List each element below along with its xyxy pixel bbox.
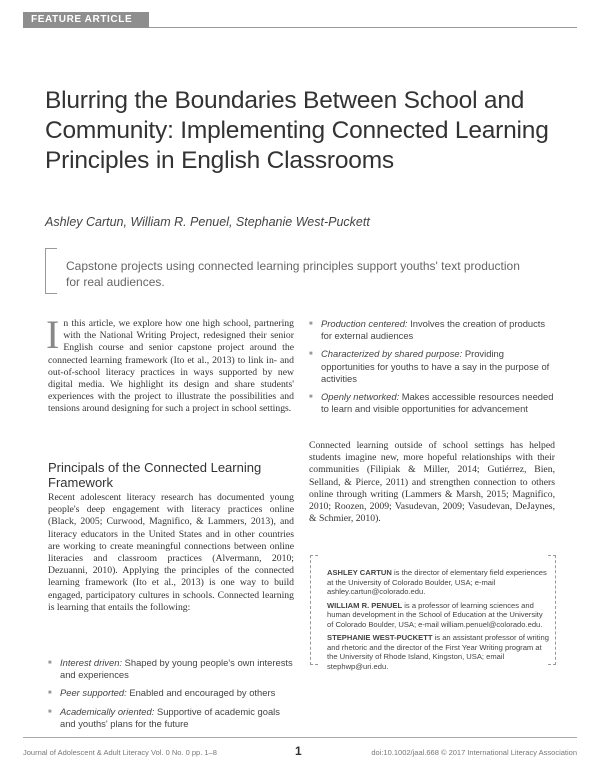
footer-rule (23, 737, 577, 738)
intro-text: n this article, we explore how one high school, partnering with the National Writing Project, redesigned their senior English course and senior capstone project around the connected learning framework (Ito et al., 2013) to link in- and out-of-school literacy practices in ways supported by new digital media. We highlight its design and share students' experiences with the project to illustrate the possibilities and tensions around designing for such a project in school settings. (48, 318, 294, 415)
footer-journal: Journal of Adolescent & Adult Literacy Vol. 0 No. 0 pp. 1–8 (23, 748, 217, 757)
section-body: Recent adolescent literacy research has documented young people's deep engagement with literacy practices online (Black, 2005; Curwood, Magnifico, & Lammers, 2013), and literacy educators in the United States and in other countries are working to create meaningful connections between online literacies and classroom practices (Alvermann, 2010; Dezuanni, 2010). Applying the principles of the connected learning framework (Ito et al., 2013) is one way to build engaged, participatory cultures in schools. Connected learning is learning that entails the following: (48, 492, 294, 613)
bullet-term: Characterized by shared purpose: (321, 348, 463, 360)
bio-bracket-left (310, 555, 318, 665)
intro-column (46, 312, 294, 416)
list-item (48, 687, 294, 699)
pull-quote-text: Capstone projects using connected learning principles support youths' text production for real audiences. (66, 259, 520, 289)
list-item (309, 391, 555, 415)
author-bio (327, 633, 549, 671)
section-heading: Principals of the Connected Learning Framework (48, 460, 262, 490)
header-rule (149, 27, 577, 28)
list-item (309, 348, 555, 385)
author-name: ASHLEY CARTUN (327, 568, 392, 577)
author-bio-text: is an assistant professor of writing and rhetoric and the director of the First Year Writing program at the University of Rhode Island, Kingston, USA; email stephwp@uri.edu. (327, 633, 549, 671)
section-tag: FEATURE ARTICLE (23, 12, 149, 28)
bullet-term: Openly networked: (321, 391, 400, 403)
bullet-term: Academically oriented: (60, 705, 155, 717)
bullet-term: Peer supported: (60, 687, 127, 699)
author-bio (327, 568, 549, 597)
pull-quote-bracket (45, 248, 57, 294)
footer-doi: doi:10.1002/jaal.668 © 2017 International Literacy Association (371, 748, 577, 757)
bullet-desc: Makes accessible resources needed to learn and visible opportunities for advancement (321, 391, 554, 415)
pull-quote (45, 248, 545, 296)
bullet-list-right (309, 318, 555, 421)
intro-paragraph (46, 312, 294, 416)
page-footer (23, 746, 577, 760)
bullet-term: Interest driven: (60, 657, 123, 668)
bullet-term: Production centered: (321, 318, 408, 329)
page-number: 1 (295, 744, 302, 758)
article-title: Blurring the Boundaries Between School and Community: Implementing Connected Learning Principles in English Classrooms (45, 87, 549, 174)
list-item (309, 318, 555, 342)
author-bios (327, 568, 549, 675)
drop-cap: I (46, 312, 60, 357)
bullet-desc: Supportive of academic goals and youths' plans for the future (60, 705, 280, 729)
bullet-desc: Shaped by young people's own interests and experiences (60, 657, 293, 681)
author-name: WILLIAM R. PENUEL (327, 600, 403, 610)
bio-bracket-right (548, 555, 556, 665)
bullet-desc: Providing opportunities for youths to have a say in the purpose of activities (321, 348, 550, 384)
author-bio (327, 601, 549, 630)
author-bio-text: is the director of elementary field experiences at the University of Colorado Boulder, USA; e-mail ashley.cartun@colorado.edu. (327, 568, 547, 596)
bullet-list-left (48, 657, 294, 736)
author-bio-box (310, 555, 556, 671)
list-item (48, 657, 294, 681)
bullet-desc: Enabled and encouraged by others (129, 687, 276, 699)
bullet-desc: Involves the creation of products for external audiences (321, 318, 546, 342)
author-name: STEPHANIE WEST-PUCKETT (327, 633, 433, 642)
list-item (48, 706, 294, 730)
author-bio-text: is a professor of learning sciences and human development in the School of Education at the University of Colorado Boulder, USA; e-mail william.penuel@colorado.edu. (327, 600, 543, 629)
article-authors: Ashley Cartun, William R. Penuel, Stephanie West-Puckett (45, 215, 370, 229)
right-paragraph: Connected learning outside of school settings has helped students imagine new, more hopeful relationships with their communities (Filipiak & Miller, 2014; Gutiérrez, Bien, Selland, & Pierce, 2011) and strengthen connection to others online through writing (Lammers & Marsh, 2015; Magnifico, 2010; Roozen, 2009; Vasudevan, 2009; Vasudevan, DeJaynes, & Schmier, 2010). (309, 440, 555, 525)
